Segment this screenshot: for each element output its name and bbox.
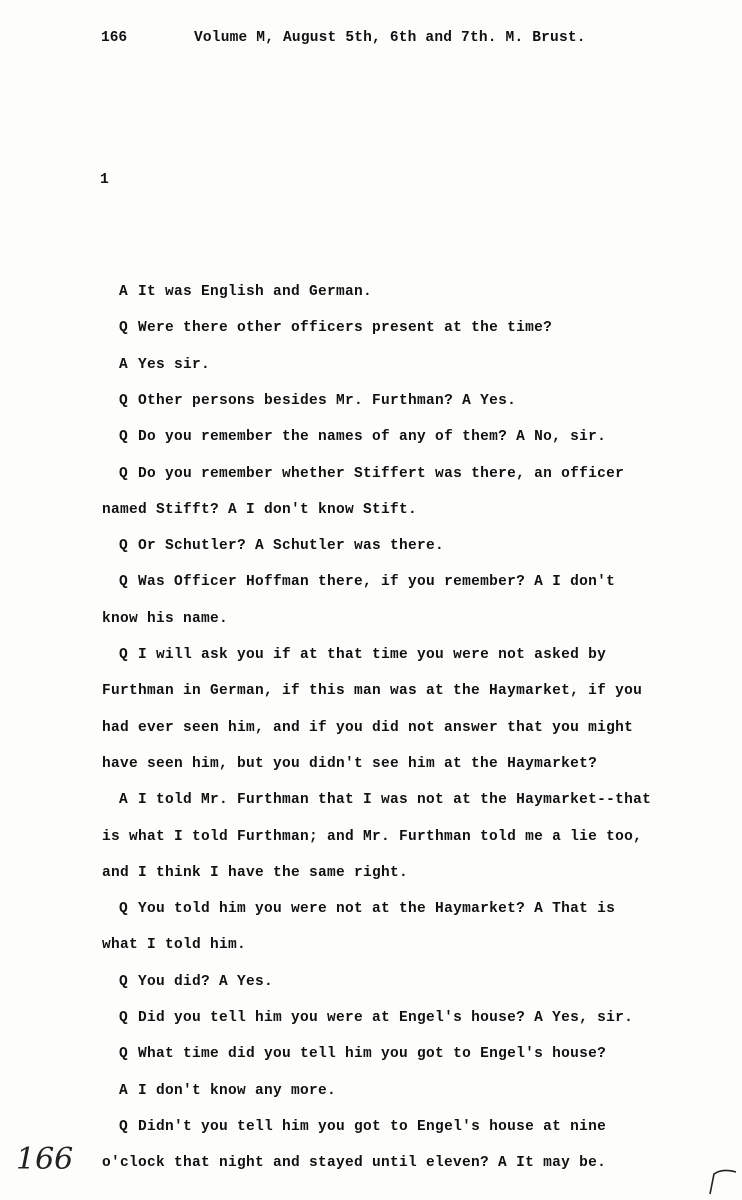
transcript-line bbox=[102, 683, 642, 699]
line-text: o'clock that night and stayed until eleven? A It may be. bbox=[102, 1155, 607, 1172]
line-text: know his name. bbox=[102, 610, 229, 627]
transcript-line bbox=[119, 1083, 336, 1099]
line-text: Do you remember whether Stiffert was there, an officer bbox=[138, 465, 625, 482]
speaker-tag: Q bbox=[119, 1118, 129, 1135]
speaker-tag: A bbox=[119, 1082, 129, 1099]
transcript-line bbox=[102, 865, 408, 881]
transcript-line bbox=[119, 901, 615, 917]
speaker-tag: Q bbox=[119, 429, 129, 446]
speaker-tag: Q bbox=[119, 538, 129, 555]
transcript-line bbox=[102, 611, 228, 627]
line-text: have seen him, but you didn't see him at the Haymarket? bbox=[102, 755, 598, 772]
transcript-line bbox=[102, 937, 246, 953]
transcript-line bbox=[119, 1010, 633, 1026]
transcript-line bbox=[119, 538, 444, 554]
transcript-line bbox=[119, 647, 606, 663]
handwritten-page-number: 166 bbox=[16, 1142, 74, 1177]
transcript-line bbox=[119, 429, 606, 445]
speaker-tag: Q bbox=[119, 574, 129, 591]
line-text: I will ask you if at that time you were not asked by bbox=[138, 647, 607, 663]
line-text: Do you remember the names of any of them? A No, sir. bbox=[138, 429, 607, 446]
corner-pen-mark bbox=[704, 1166, 738, 1196]
line-text: had ever seen him, and if you did not answer that you might bbox=[102, 719, 634, 736]
transcript-line bbox=[119, 466, 624, 482]
line-text: Furthman in German, if this man was at the Haymarket, if you bbox=[102, 683, 643, 700]
transcript-line bbox=[119, 1119, 606, 1135]
transcript-line bbox=[102, 502, 417, 518]
line-text: I don't know any more. bbox=[138, 1082, 337, 1099]
line-marker: 1 bbox=[100, 172, 109, 188]
speaker-tag: Q bbox=[119, 1010, 129, 1026]
line-text: You told him you were not at the Haymarket? A That is bbox=[138, 901, 616, 918]
speaker-tag: Q bbox=[119, 320, 129, 337]
transcript-line bbox=[102, 756, 597, 772]
page-number: 166 bbox=[101, 30, 128, 46]
transcript-line bbox=[102, 1155, 606, 1171]
line-text: Yes sir. bbox=[138, 356, 211, 373]
transcript-line bbox=[119, 1046, 606, 1062]
transcript-line bbox=[119, 974, 273, 990]
speaker-tag: Q bbox=[119, 465, 129, 482]
transcript-line bbox=[102, 829, 642, 845]
line-text: what I told him. bbox=[102, 937, 247, 954]
speaker-tag: Q bbox=[119, 1046, 129, 1063]
line-text: named Stifft? A I don't know Stift. bbox=[102, 501, 418, 518]
line-text: Didn't you tell him you got to Engel's house at nine bbox=[138, 1118, 607, 1135]
transcript-line bbox=[119, 792, 651, 808]
line-text: Were there other officers present at the time? bbox=[138, 320, 553, 337]
transcript-line bbox=[119, 320, 552, 336]
line-text: What time did you tell him you got to Engel's house? bbox=[138, 1046, 607, 1063]
transcript-line bbox=[119, 357, 210, 373]
line-text: Or Schutler? A Schutler was there. bbox=[138, 538, 445, 555]
transcript-line bbox=[119, 393, 516, 409]
line-text: I told Mr. Furthman that I was not at the Haymarket--that bbox=[138, 792, 652, 809]
line-text: You did? A Yes. bbox=[138, 973, 274, 990]
speaker-tag: Q bbox=[119, 901, 129, 918]
running-title: Volume M, August 5th, 6th and 7th. M. Brust. bbox=[194, 30, 586, 46]
speaker-tag: A bbox=[119, 792, 129, 809]
transcript-line bbox=[119, 574, 615, 590]
line-text: Did you tell him you were at Engel's house? A Yes, sir. bbox=[138, 1010, 634, 1026]
speaker-tag: A bbox=[119, 356, 129, 373]
transcript-line bbox=[119, 284, 372, 300]
line-text: Was Officer Hoffman there, if you remember? A I don't bbox=[138, 574, 616, 591]
line-text: is what I told Furthman; and Mr. Furthman told me a lie too, bbox=[102, 828, 643, 845]
transcript-line bbox=[102, 720, 633, 736]
speaker-tag: Q bbox=[119, 647, 129, 663]
speaker-tag: Q bbox=[119, 392, 129, 409]
line-text: It was English and German. bbox=[138, 284, 373, 300]
line-text: Other persons besides Mr. Furthman? A Yes. bbox=[138, 392, 517, 409]
speaker-tag: Q bbox=[119, 973, 129, 990]
line-text: and I think I have the same right. bbox=[102, 864, 409, 881]
speaker-tag: A bbox=[119, 284, 129, 300]
